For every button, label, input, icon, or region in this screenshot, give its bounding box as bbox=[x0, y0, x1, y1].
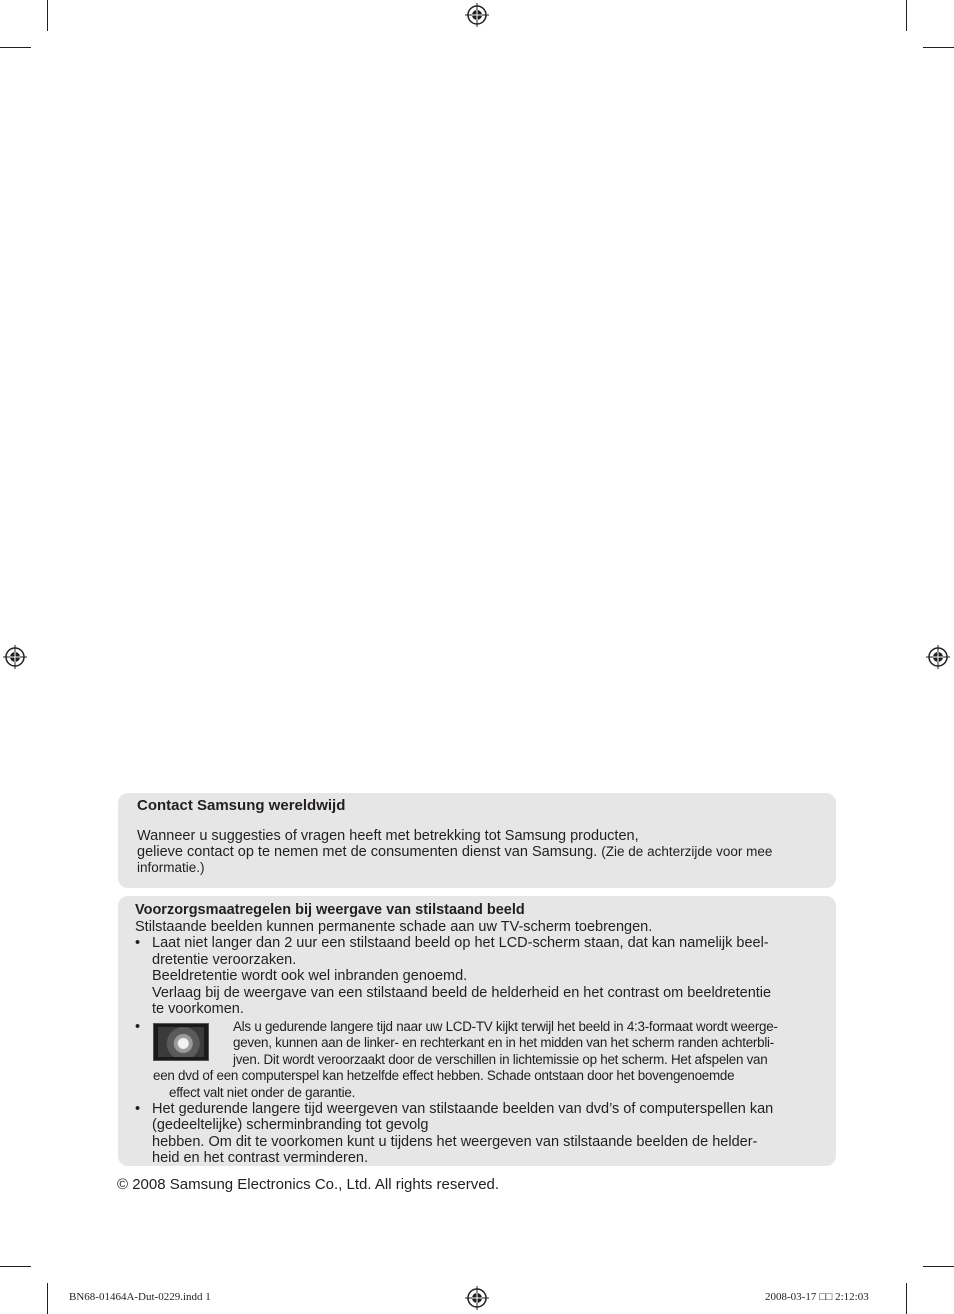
bullet-dot: • bbox=[135, 1100, 141, 1117]
bullet-1-line-5: te voorkomen. bbox=[152, 1001, 244, 1017]
crop-mark-bottom-left-v bbox=[47, 1283, 48, 1314]
crop-mark-top-left-h bbox=[0, 47, 31, 48]
contact-box bbox=[118, 793, 836, 888]
registration-mark-bottom-icon bbox=[465, 1286, 489, 1310]
bullet-2-line-1: Als u gedurende langere tijd naar uw LCD-TV kijkt terwijl het beeld in 4:3-formaat wordt weerge- bbox=[233, 1018, 778, 1034]
still-image-warning-box bbox=[118, 896, 836, 1166]
bullet-2-text bbox=[153, 1018, 841, 1102]
bullet-3-line-2: (gedeeltelijke) scherminbranding tot gevolg bbox=[152, 1117, 429, 1133]
crop-mark-bottom-right-h bbox=[923, 1266, 954, 1267]
crop-mark-bottom-left-h bbox=[0, 1266, 31, 1267]
bullet-1-line-4: Verlaag bij de weergave van een stilstaand beeld de helderheid en het contrast om beeldretentie bbox=[152, 984, 772, 1001]
contact-line-2-note: (Zie de achterzijde voor mee bbox=[601, 844, 773, 859]
registration-mark-top-icon bbox=[465, 3, 489, 27]
contact-line-1: Wanneer u suggesties of vragen heeft met betrekking tot Samsung producten, bbox=[137, 828, 639, 844]
contact-line-3: informatie.) bbox=[137, 860, 205, 875]
bullet-1-line-3: Beeldretentie wordt ook wel inbranden genoemd. bbox=[152, 968, 468, 984]
bullet-3-line-3: hebben. Om dit te voorkomen kunt u tijdens het weergeven van stilstaande beelden de helder- bbox=[152, 1133, 758, 1150]
bullet-1-line-1: Laat niet langer dan 2 uur een stilstaand beeld op het LCD-scherm staan, dat kan namelijk beel- bbox=[152, 935, 769, 951]
contact-line-2: gelieve contact op te nemen met de consumenten dienst van Samsung. bbox=[137, 844, 602, 860]
slug-timestamp: 2008-03-17 □□ 2:12:03 bbox=[765, 1291, 869, 1303]
bullet-1-line-2: dretentie veroorzaken. bbox=[152, 951, 297, 968]
warning-title: Voorzorgsmaatregelen bij weergave van stilstaand beeld bbox=[135, 902, 525, 918]
bullet-2-line-3: jven. Dit wordt veroorzaakt door de verschillen in lichtemissie op het scherm. Het afspelen van bbox=[233, 1051, 768, 1067]
bullet-2-line-5: effect valt niet onder de garantie. bbox=[169, 1084, 356, 1100]
bullet-2-line-2: geven, kunnen aan de linker- en rechterkant en in het midden van het scherm randen achterbli- bbox=[233, 1035, 774, 1050]
bullet-dot: • bbox=[135, 1018, 141, 1035]
bullet-3-line-4: heid en het contrast verminderen. bbox=[152, 1150, 369, 1166]
registration-mark-right-icon bbox=[926, 645, 950, 669]
crop-mark-top-right-v bbox=[906, 0, 907, 31]
copyright-notice: © 2008 Samsung Electronics Co., Ltd. All rights reserved. bbox=[117, 1176, 500, 1193]
bullet-dot: • bbox=[135, 935, 141, 951]
crop-mark-top-right-h bbox=[923, 47, 954, 48]
slug-filename: BN68-01464A-Dut-0229.indd 1 bbox=[69, 1291, 211, 1303]
crop-mark-bottom-right-v bbox=[906, 1283, 907, 1314]
contact-body bbox=[137, 828, 826, 876]
contact-title: Contact Samsung wereldwijd bbox=[137, 797, 346, 814]
warning-bullet-3 bbox=[135, 1101, 826, 1167]
registration-mark-left-icon bbox=[3, 645, 27, 669]
crop-mark-top-left-v bbox=[47, 0, 48, 31]
bullet-2-line-4: een dvd of een computerspel kan hetzelfde effect hebben. Schade ontstaan door het bovengenoemde bbox=[153, 1068, 735, 1083]
warning-intro: Stilstaande beelden kunnen permanente schade aan uw TV-scherm toebrengen. bbox=[135, 918, 653, 935]
warning-bullet-1 bbox=[135, 935, 826, 1018]
warning-bullet-2 bbox=[135, 1019, 826, 1101]
bullet-3-line-1: Het gedurende langere tijd weergeven van stilstaande beelden van dvd’s of computerspellen kan bbox=[152, 1100, 774, 1117]
